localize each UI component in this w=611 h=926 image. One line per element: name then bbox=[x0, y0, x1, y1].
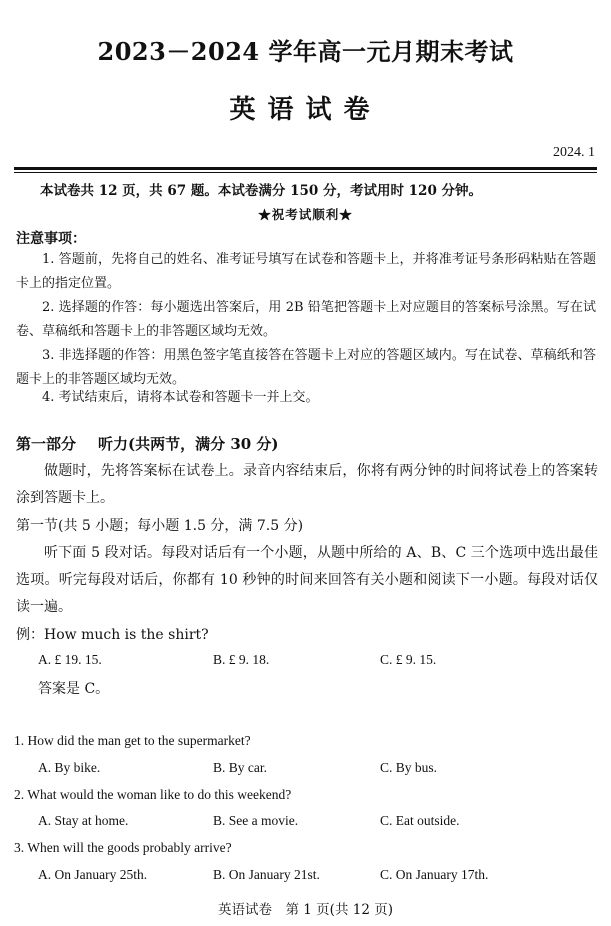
note-item: 3. 非选择题的作答：用黑色签字笔直接答在答题卡上对应的答题区域内。写在试卷、草稿纸和答题卡上的非答题区域均无效。 bbox=[16, 348, 596, 387]
question-2-option-a: A. Stay at home. bbox=[38, 813, 129, 828]
section1-heading: 第一节(共 5 小题；每小题 1.5 分，满 7.5 分) bbox=[16, 518, 304, 534]
question-2-option-c: C. Eat outside. bbox=[380, 813, 460, 828]
page-footer: 英语试卷 第 1 页(共 12 页) bbox=[218, 902, 393, 918]
part1-label: 第一部分 bbox=[16, 435, 77, 453]
question-1-option-c: C. By bus. bbox=[380, 760, 438, 775]
example-option-b: B. £ 9. 18. bbox=[213, 652, 270, 667]
example-option-a: A. £ 19. 15. bbox=[38, 652, 102, 667]
question-1-option-a: A. By bike. bbox=[38, 760, 101, 775]
header-divider-thick bbox=[14, 167, 597, 170]
example-answer: 答案是 C。 bbox=[38, 681, 110, 697]
example-question: 例：How much is the shirt? bbox=[16, 627, 209, 643]
notes-heading: 注意事项： bbox=[16, 231, 86, 247]
subject-title: 英语试卷 bbox=[229, 95, 382, 125]
note-item: 4. 考试结束后，请将本试卷和答题卡一并上交。 bbox=[42, 390, 319, 405]
part1-title: 听力(共两节，满分 30 分) bbox=[98, 435, 279, 453]
question-1-option-b: B. By car. bbox=[213, 760, 267, 775]
question-2-option-b: B. See a movie. bbox=[213, 813, 299, 828]
part1-heading bbox=[16, 433, 279, 454]
section1-instruction: 听下面 5 段对话。每段对话后有一个小题，从题中所给的 A、B、C 三个选项中选出最佳选项。听完每段对话后，你都有 10 秒钟的时间来回答有关小题和阅读下一小题。每段对话仅读一遍。 bbox=[16, 545, 598, 615]
part1-instruction: 做题时，先将答案标在试卷上。录音内容结束后，你将有两分钟的时间将试卷上的答案转涂到答题卡上。 bbox=[16, 463, 598, 506]
note-item: 1. 答题前，先将自己的姓名、准考证号填写在试卷和答题卡上，并将准考证号条形码粘贴在答题卡上的指定位置。 bbox=[16, 252, 596, 291]
exam-summary: 本试卷共 12 页，共 67 题。本试卷满分 150 分，考试用时 120 分钟。 bbox=[40, 183, 483, 199]
question-3: 3. When will the goods probably arrive? bbox=[14, 840, 232, 855]
example-option-c: C. £ 9. 15. bbox=[380, 652, 437, 667]
exam-date: 2024. 1 bbox=[553, 145, 595, 160]
question-2: 2. What would the woman like to do this weekend? bbox=[14, 787, 292, 802]
question-1: 1. How did the man get to the supermarket? bbox=[14, 733, 251, 748]
header-divider-thin bbox=[14, 172, 597, 173]
question-3-option-c: C. On January 17th. bbox=[380, 867, 489, 882]
question-3-option-b: B. On January 21st. bbox=[213, 867, 320, 882]
question-3-option-a: A. On January 25th. bbox=[38, 867, 148, 882]
exam-title: 2023－2024 学年高一元月期末考试 bbox=[97, 37, 514, 66]
note-item: 2. 选择题的作答：每小题选出答案后，用 2B 铅笔把答题卡上对应题目的答案标号涂黑。写在试卷、草稿纸和答题卡上的非答题区域均无效。 bbox=[16, 300, 596, 339]
good-luck-wish: ★祝考试顺利★ bbox=[258, 207, 353, 222]
